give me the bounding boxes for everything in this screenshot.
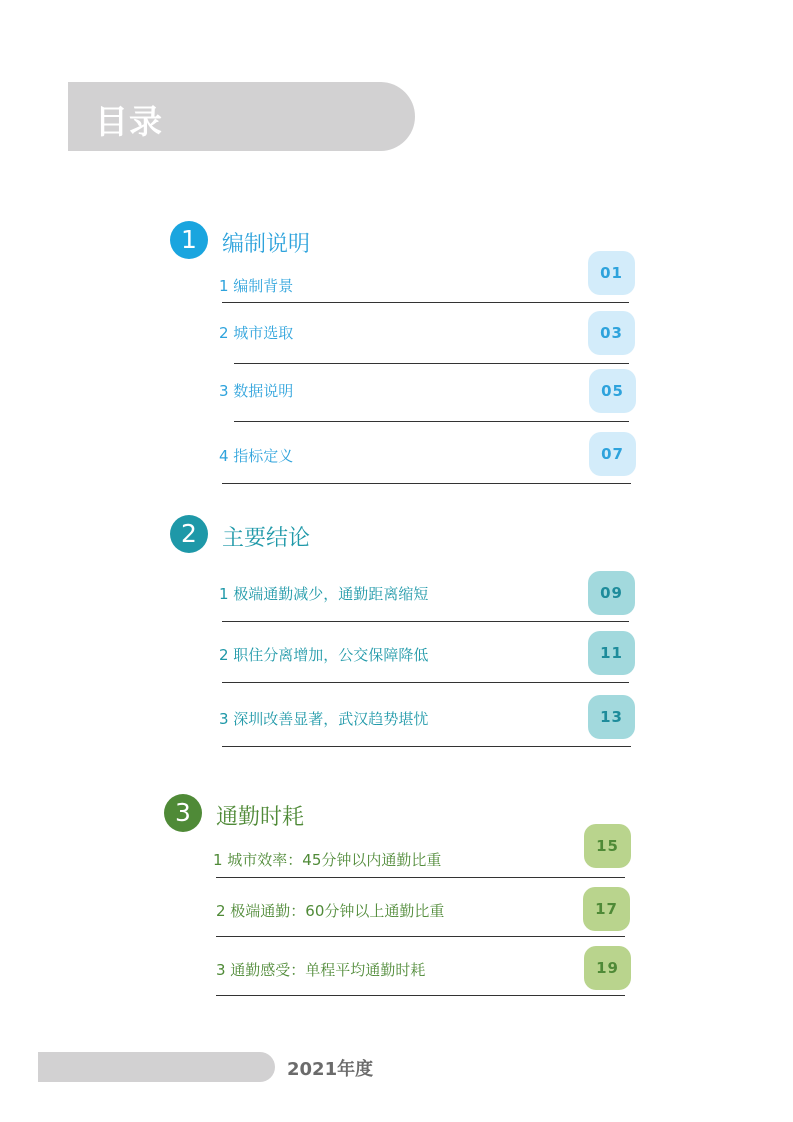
divider xyxy=(234,363,629,364)
toc-item-label[interactable]: 3 通勤感受：单程平均通勤时耗 xyxy=(216,961,426,979)
footer-banner xyxy=(38,1052,275,1082)
divider xyxy=(222,621,629,622)
divider xyxy=(222,483,631,484)
page-title: 目录 xyxy=(95,102,163,141)
toc-item-label[interactable]: 2 极端通勤：60分钟以上通勤比重 xyxy=(216,902,445,920)
toc-item-label[interactable]: 4 指标定义 xyxy=(219,447,294,465)
divider xyxy=(216,877,625,878)
page-number-badge[interactable]: 01 xyxy=(588,251,635,295)
page-number-badge[interactable]: 03 xyxy=(588,311,635,355)
divider xyxy=(222,682,629,683)
toc-item-label[interactable]: 2 职住分离增加，公交保障降低 xyxy=(219,646,429,664)
divider xyxy=(234,421,629,422)
toc-item-label[interactable]: 1 城市效率：45分钟以内通勤比重 xyxy=(213,851,442,869)
divider xyxy=(216,936,625,937)
page-number-badge[interactable]: 13 xyxy=(588,695,635,739)
toc-item-label[interactable]: 2 城市选取 xyxy=(219,324,294,342)
page-number-badge[interactable]: 05 xyxy=(589,369,636,413)
section-title[interactable]: 编制说明 xyxy=(222,232,311,257)
toc-item-label[interactable]: 3 深圳改善显著，武汉趋势堪忧 xyxy=(219,710,429,728)
divider xyxy=(222,302,629,303)
toc-item-label[interactable]: 3 数据说明 xyxy=(219,382,294,400)
page-number-badge[interactable]: 11 xyxy=(588,631,635,675)
divider xyxy=(222,746,631,747)
section-number-badge: 2 xyxy=(170,515,208,553)
page-number-badge[interactable]: 17 xyxy=(583,887,630,931)
section-title[interactable]: 通勤时耗 xyxy=(216,805,305,830)
toc-item-label[interactable]: 1 编制背景 xyxy=(219,277,294,295)
section-number-badge: 3 xyxy=(164,794,202,832)
section-title[interactable]: 主要结论 xyxy=(222,526,311,551)
page-number-badge[interactable]: 15 xyxy=(584,824,631,868)
divider xyxy=(216,995,625,996)
section-number-badge: 1 xyxy=(170,221,208,259)
page-number-badge[interactable]: 07 xyxy=(589,432,636,476)
footer-year: 2021年度 xyxy=(287,1059,374,1080)
page-number-badge[interactable]: 09 xyxy=(588,571,635,615)
toc-item-label[interactable]: 1 极端通勤减少，通勤距离缩短 xyxy=(219,585,429,603)
page-number-badge[interactable]: 19 xyxy=(584,946,631,990)
